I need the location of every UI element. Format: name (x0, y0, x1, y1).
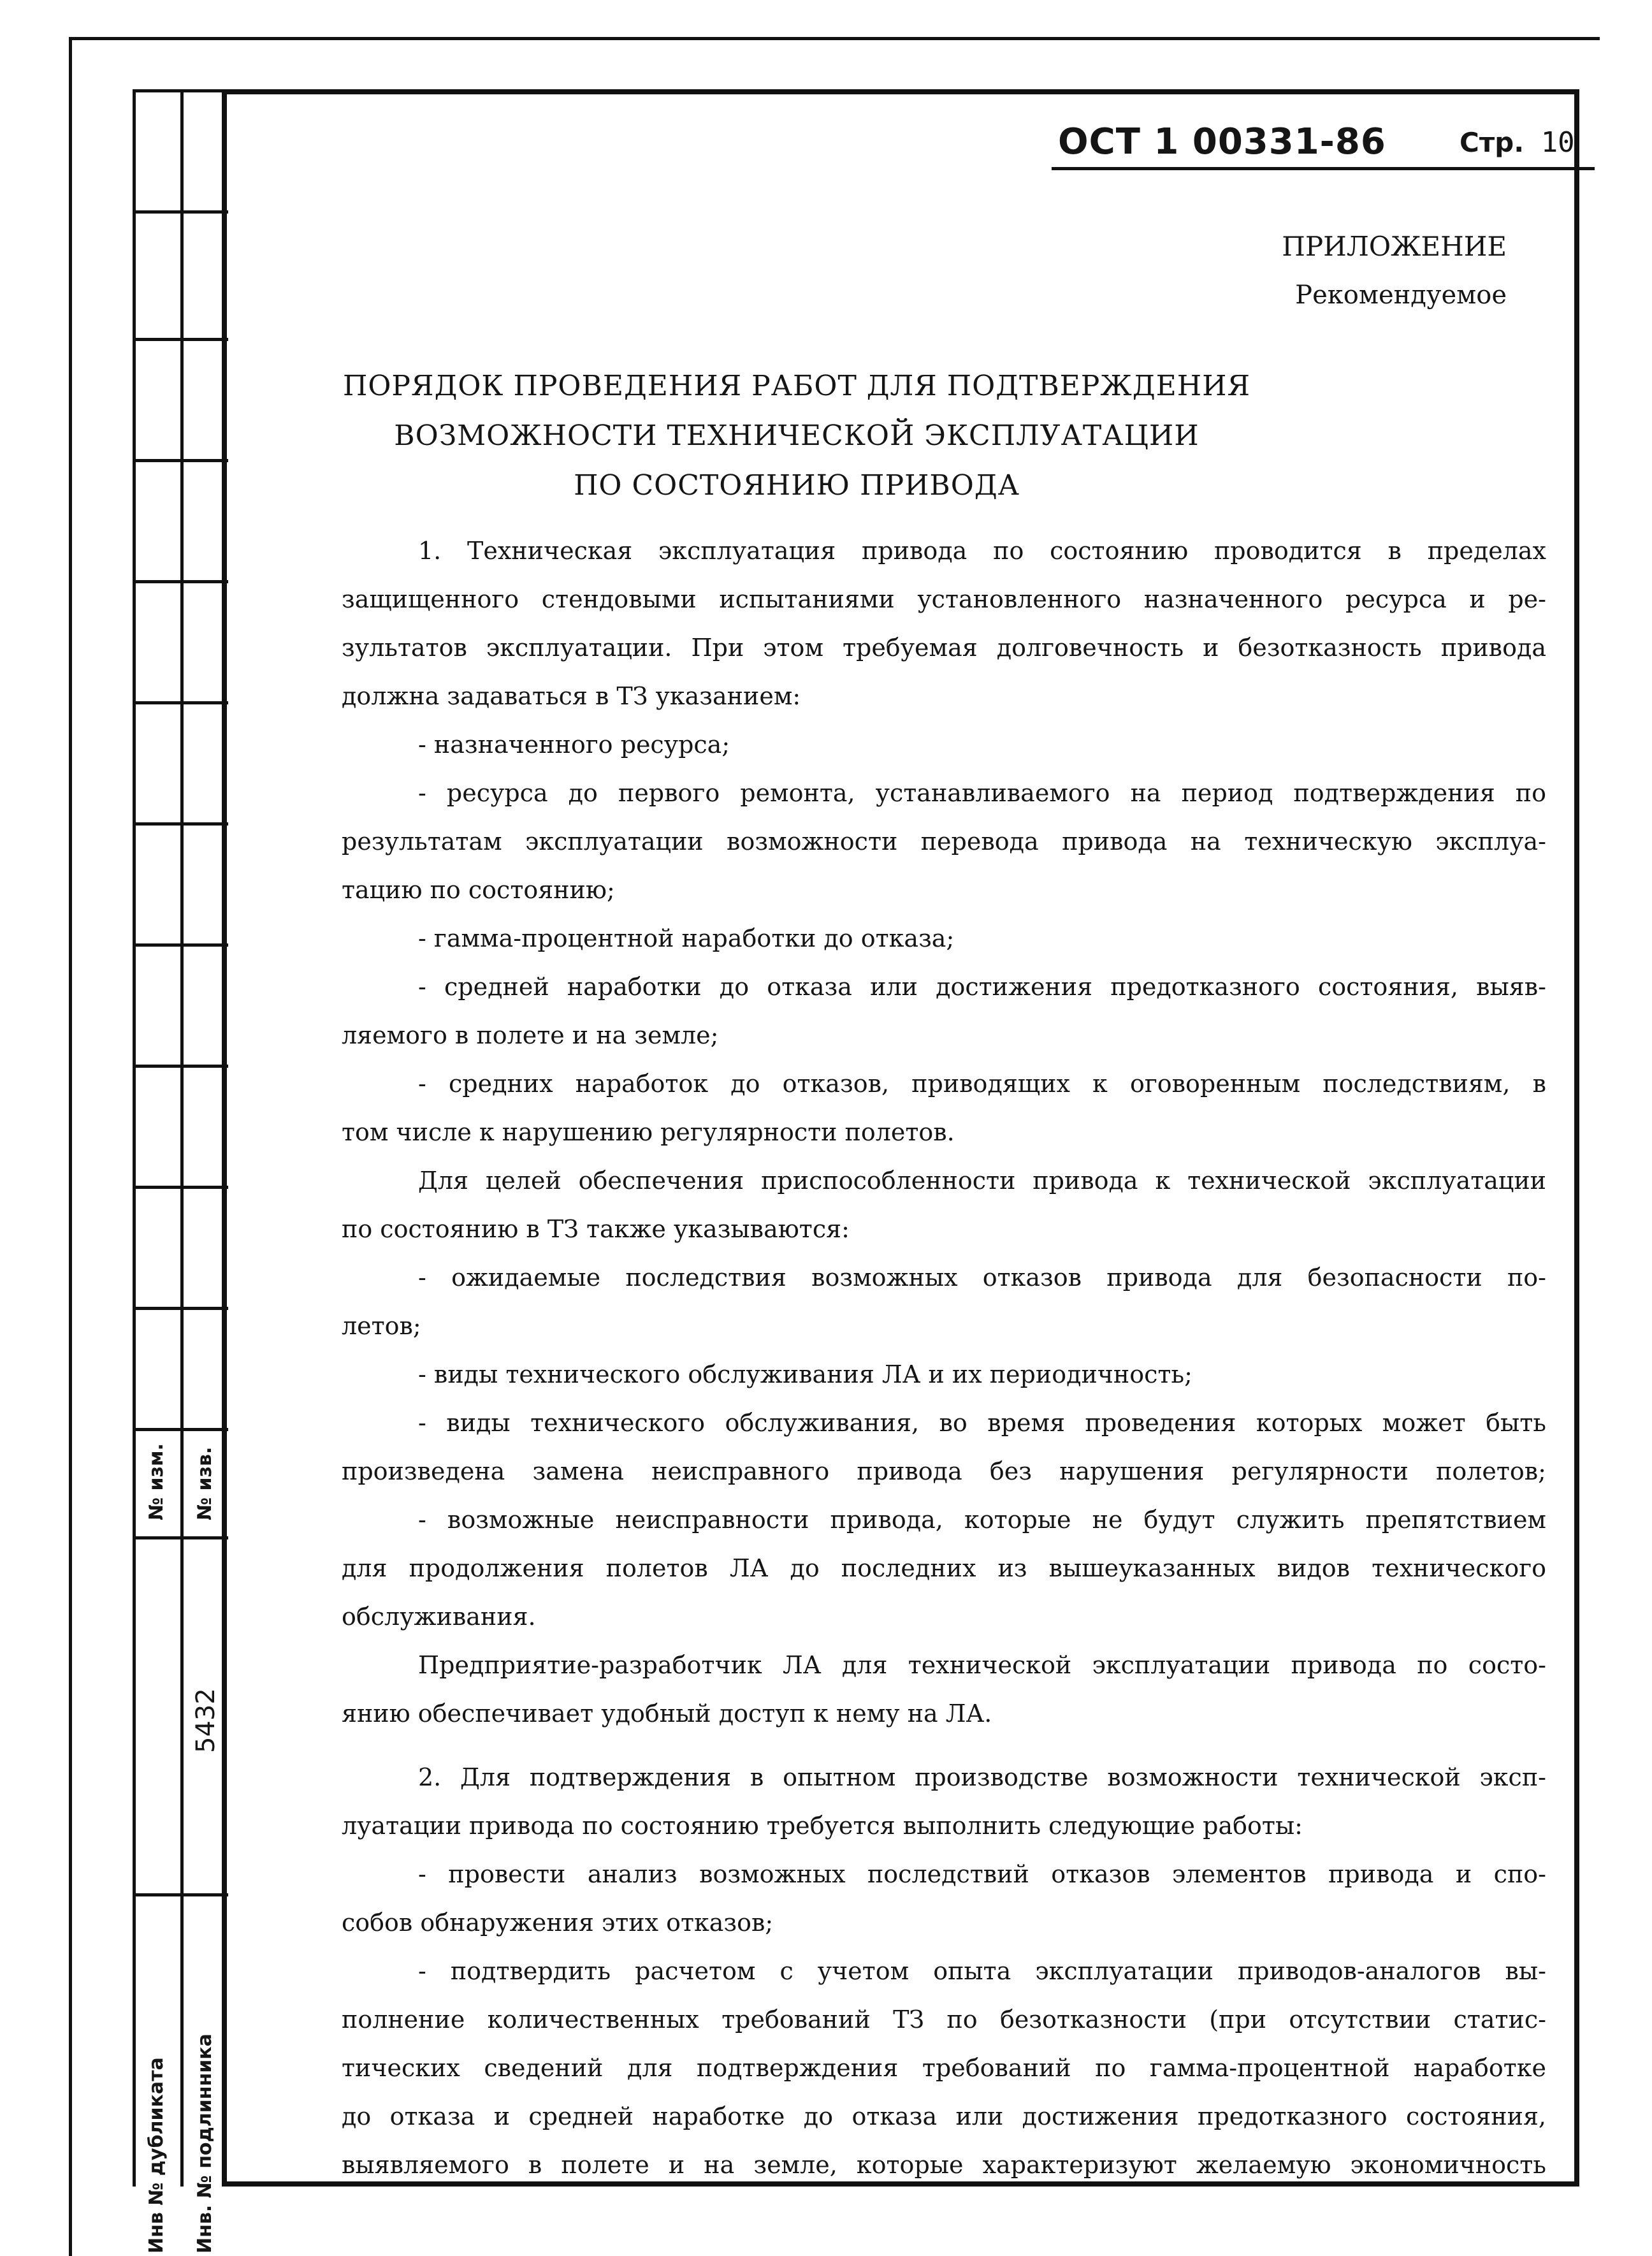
strip-col-2 (180, 89, 184, 2187)
strip-cell (133, 210, 228, 214)
body-line: луатации привода по состоянию требуется выполнить следующие работы: (342, 1812, 1303, 1840)
body-line: по состоянию в ТЗ также указываются: (342, 1215, 850, 1243)
strip-cell (133, 459, 228, 462)
body-line: том числе к нарушению регулярности полетов. (342, 1118, 955, 1146)
strip-cell (133, 1428, 228, 1431)
body-line: - гамма-процентной наработки до отказа; (418, 924, 955, 952)
strip-cell (133, 338, 228, 341)
header-underline (1052, 167, 1595, 170)
heading-line-3: ПО СОСТОЯНИЮ ПРИВОДА (574, 469, 1020, 502)
sheet-border-left (69, 37, 72, 2256)
body-line: - ожидаемые последствия возможных отказов привода для безопасности по- (418, 1263, 1546, 1292)
body-line: 1. Техническая эксплуатация привода по состоянию проводится в пределах (418, 537, 1546, 565)
body-line: должна задаваться в ТЗ указанием: (342, 682, 801, 710)
body-line: - виды технического обслуживания, во время проведения которых может быть (418, 1409, 1546, 1437)
body-line: произведена замена неисправного привода без нарушения регулярности полетов; (342, 1457, 1546, 1485)
body-line: Для целей обеспечения приспособленности привода к технической эксплуатации (418, 1167, 1546, 1195)
body-line: собов обнаружения этих отказов; (342, 1909, 774, 1937)
body-line: до отказа и средней наработке до отказа или достижения предотказного состояния, (342, 2102, 1546, 2130)
body-line: - ресурса до первого ремонта, устанавливаемого на период подтверждения по (418, 779, 1546, 807)
body-line: для продолжения полетов ЛА до последних из вышеуказанных видов технического (342, 1554, 1546, 1582)
strip-cell (133, 1307, 228, 1310)
stamp-original-inv-value: 5432 (191, 1688, 221, 1753)
strip-cell (133, 943, 228, 947)
strip-cell (133, 580, 228, 583)
strip-cell (133, 701, 228, 704)
strip-cell (133, 822, 228, 826)
document-code: ОСТ 1 00331-86 (1058, 121, 1386, 163)
body-line: полнение количественных требований ТЗ по безотказности (при отсутствии статис- (342, 2005, 1546, 2034)
page-number: 10 (1540, 126, 1575, 159)
strip-cell (133, 1065, 228, 1068)
body-line: зультатов эксплуатации. При этом требуемая долговечность и безотказность привода (342, 634, 1546, 662)
strip-col-1 (133, 89, 136, 2187)
body-line: тических сведений для подтверждения требований по гамма-процентной наработке (342, 2054, 1546, 2082)
body-line: тацию по состоянию; (342, 876, 615, 904)
sheet-border-top (70, 37, 1600, 40)
stamp-duplicate-inv: Инв № дубликата (145, 2057, 168, 2253)
body-text (342, 527, 1546, 2189)
body-line: защищенного стендовыми испытаниями установленного назначенного ресурса и ре- (342, 585, 1546, 613)
body-line: обслуживания. (342, 1603, 536, 1631)
stamp-notice-no: № изв. (194, 1446, 216, 1520)
body-line: ляемого в полете и на земле; (342, 1021, 719, 1049)
page-number-label (1460, 126, 1575, 159)
body-line: 2. Для подтверждения в опытном производстве возможности технической эксп- (418, 1763, 1546, 1791)
body-line: - виды технического обслуживания ЛА и их периодичность; (418, 1360, 1192, 1388)
stamp-change-no: № изм. (145, 1443, 168, 1520)
body-line: - возможные неисправности привода, которые не будут служить препятствием (418, 1506, 1546, 1534)
heading-line-1: ПОРЯДОК ПРОВЕДЕНИЯ РАБОТ ДЛЯ ПОДТВЕРЖДЕНИЯ (342, 370, 1251, 402)
side-stamp-strip (133, 89, 228, 2253)
body-line: Предприятие-разработчик ЛА для технической эксплуатации привода по состо- (418, 1651, 1546, 1679)
body-line: - средней наработки до отказа или достижения предотказного состояния, выяв- (418, 973, 1546, 1001)
strip-cell (133, 1186, 228, 1189)
body-line: - подтвердить расчетом с учетом опыта эксплуатации приводов-аналогов вы- (418, 1957, 1546, 1985)
page-label: Стр. (1460, 127, 1525, 158)
body-line: - назначенного ресурса; (418, 731, 730, 759)
body-line: - провести анализ возможных последствий отказов элементов привода и спо- (418, 1860, 1546, 1888)
body-line: янию обеспечивает удобный доступ к нему на ЛА. (342, 1699, 992, 1728)
body-line: - средних наработок до отказов, приводящих к оговоренным последствиям, в (418, 1070, 1546, 1098)
strip-cell (133, 1536, 228, 1539)
body-line: результатам эксплуатации возможности перевода привода на техническую эксплуа- (342, 827, 1546, 855)
stamp-original-inv: Инв. № подлинника (194, 2034, 216, 2253)
appendix-title: ПРИЛОЖЕНИЕ (1282, 231, 1507, 262)
strip-cell (133, 1893, 228, 1896)
strip-cell (133, 89, 228, 92)
appendix-subtitle: Рекомендуемое (1295, 280, 1507, 310)
body-line: летов; (342, 1312, 421, 1340)
heading-line-2: ВОЗМОЖНОСТИ ТЕХНИЧЕСКОЙ ЭКСПЛУАТАЦИИ (394, 419, 1199, 452)
body-line: выявляемого в полете и на земле, которые характеризуют желаемую экономичность (342, 2151, 1546, 2179)
